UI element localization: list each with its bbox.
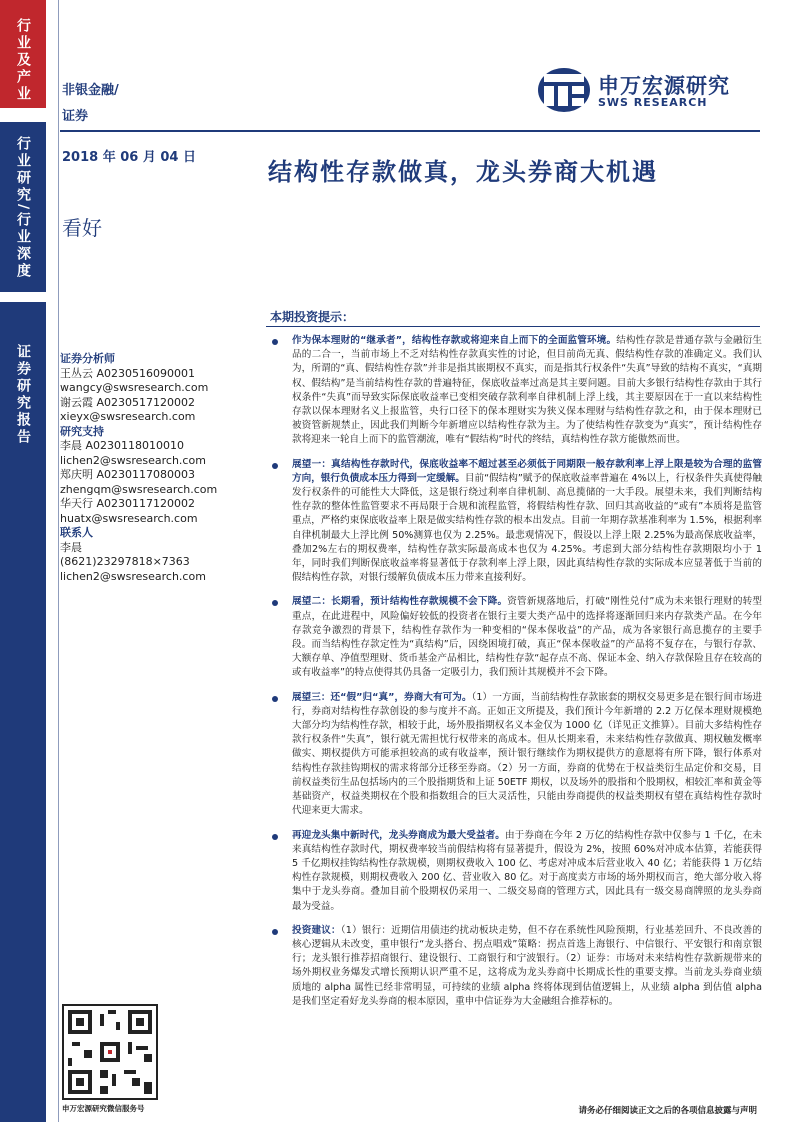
sector-category-line2: 证券: [62, 109, 89, 124]
highlights-heading: 本期投资提示：: [270, 310, 355, 324]
report-date: 2018 年 06 月 04 日: [62, 150, 196, 165]
logo-chinese-text: 申万宏源研究: [598, 74, 730, 98]
bullet-dot-icon: [272, 834, 278, 840]
analyst-label: 证券分析师: [60, 352, 115, 365]
contact-name: 李晨: [60, 540, 82, 554]
brand-logo: [536, 66, 756, 116]
sector-category-line1: 非银金融/: [62, 83, 119, 98]
bullet-dot-icon: [272, 339, 278, 345]
sidebar-report-label: 证券研究报告: [15, 344, 31, 446]
bullet-text: 由于券商在今年 2 万亿的结构性存款中仅参与 1 千亿，在未来真结构性存款时代，期权费率较当前假结构将有显著提升，假设为 2%，按照 60%对冲成本估算，若能获得 5 千亿期权挂钩结构性存款规模，则期权费收入 100 亿、考虑对冲成本后营业收入 40 亿；若能获得 1 万亿结构性存款规模，则期权费收入 200 亿、营业收入 80 亿。对于高度卖方市场的场外期权而言，绝大部分收入将集中于龙头券商。叠加目前个股期权仍采用一、二级交易商的管理方式，因此具有一级交易商牌照的龙头券商最为受益。: [292, 829, 762, 912]
sector-category: [62, 78, 119, 130]
highlight-bullet: [272, 691, 762, 819]
analyst-panel: [60, 352, 260, 584]
sidebar-report-type: 行业研究/行业深度: [15, 136, 31, 281]
qr-caption: 申万宏源研究微信服务号: [62, 1104, 145, 1113]
vertical-divider: [58, 0, 59, 1122]
support-name: 华天行 A0230117120002: [60, 497, 196, 510]
highlight-bullet: [272, 829, 762, 914]
highlight-bullet: [272, 458, 762, 586]
wechat-qr-code[interactable]: [62, 1004, 158, 1100]
contact-email[interactable]: lichen2@swsresearch.com: [60, 569, 206, 583]
bullet-dot-icon: [272, 600, 278, 606]
support-name: 李晨 A0230118010010: [60, 439, 185, 452]
bullet-text: 目前“假结构”赋予的保底收益率普遍在 4%以上，行权条件失真使得触发行权条件的可能性大大降低，这是银行绕过利率自律机制、高息揽储的一大手段。展望未来，我们判断结构性存款的整体性监管要求不再局限于合规和流程监管，将假结构性存款、回归其高收益的“或有”本质将是监管重点，严格约束保底收益率上限是做实结构性存款的根本出发点。目前一年期存款基准利率为 1.5%，根据利率自律机制最大上浮比例 50%测算也仅为 2.25%。最悲观情况下，假设以上浮上限 2.25%为最高保底收益率，叠加2%左右的期权费率，结构性存款实际最高成本也仅为 4.25%。考虑到大部分结构性存款期限均小于 1 年，同时我们判断保底收益率将显著低于存款利率上浮上限，因此真结构性存款的实际成本应显著低于当前的假结构性存款，对银行缓解负债成本压力带来直接利好。: [292, 472, 762, 584]
support-name: 郑庆明 A0230117080003: [60, 468, 196, 481]
sidebar-category-tag: 行业及产业: [15, 18, 31, 103]
bullet-lead: 再迎龙头集中新时代，龙头券商成为最大受益者。: [292, 829, 505, 841]
highlight-bullet: [272, 595, 762, 680]
logo-mark-icon: [536, 66, 592, 114]
bullet-text: 资管新规落地后，打破“刚性兑付”成为未来银行理财的转型重点，在此进程中，风险偏好较低的投资者在银行主要大类产品中的选择将逐渐回归来内存款类产品。在今年存款竞争激烈的背景下，结构性存款作为一种变相的“保本保收益”的产品，成为各家银行高息揽存的主要手段。而当结构性存款定性为“真结构”后，因绕困境打破，真正“保本保收益”的产品将不复存在，与银行存款、大额存单、净值型理财、货币基金产品相比，结构性存款“起存点不高、保证本金、纳入存款保险且存在较高的或有收益率”的特点使得其仍具备一定吸引力，我们预计其规模并不会下降。: [292, 596, 763, 679]
bullet-lead: 展望一：真结构性存款时代，保底收益率不超过甚至必须低于同期限一般存款利率上浮上限是较为合理的监管方向，银行负债成本压力得到一定缓解。: [292, 458, 762, 484]
highlights-list: [272, 334, 762, 1019]
disclaimer-footer: 请务必仔细阅读正文之后的各项信息披露与声明: [578, 1106, 757, 1116]
highlight-bullet: [272, 924, 762, 1009]
bullet-text: （1）一方面，当前结构性存款嵌套的期权交易更多是在银行间市场进行，券商对结构性存款创设的参与度并不高。正如正文所提及，我们预计今年新增的 2.2 万亿保本理财规模绝大部分均为结构性存款，相较于此，场外股指期权名义本金仅为 1000 亿（详见正文推算）。目前大多结构性存款行权条件“失真”，银行就无需担忧行权带来的高成本。但从长期来看，未来结构性存款做真、期权触发概率做实、期权提供方可能承担较高的或有收益率，预计银行继续作为期权提供方的意愿将有所下降，银行体系对结构性存款挂钩期权的需求将部分迁移至券商。（2）另一方面，券商的优势在于权益类衍生品定价和交易，目前权益类衍生品包括场内的三个股指期货和上证 50ETF 期权，以及场外的股指和个股期权，相较汇率和黄金等基础资产，权益类期权在个股和指数组合的巨大灵活性，只能由券商提供的权益类期权有望在真结构性存款时代迎来更大需求。: [292, 691, 762, 817]
highlight-bullet: [272, 334, 762, 448]
bullet-dot-icon: [272, 696, 278, 702]
bullet-text: 结构性存款是普通存款与金融衍生品的二合一，当前市场上不乏对结构性存款真实性的讨论，但目前尚无真、假结构性存款的准确定义。我们认为，所谓的“真、假结构性存款”并非是指其嵌期权不真实，而是指其行权条件“失真”导致的结构不真实，“真期权、假结构”是当前结构性存款的普遍特征，保底收益率过高是其主要问题。目前大多银行结构性存款由于其行权条件“失真”而导致实际保底收益率已变相突破存款利率自律机制上浮上线，其主要原因在于一直以来结构性存款以保本理财名义上报监管，央行口径下的保本理财实为狭义保本理财与结构性存款之和，由于保本理财已被资管新规禁止，因此我们判断今年新增应以结构性存款为主。为了使结构性存款变为“真实”，预计结构性存款将迎来一轮自上而下的监管潮流，唯有“假结构”时代的终结，真结构性存款方能傲然而世。: [292, 335, 762, 446]
logo-english-text: SWS RESEARCH: [598, 96, 708, 109]
support-email[interactable]: zhengqm@swsresearch.com: [60, 482, 218, 496]
support-email[interactable]: huatx@swsresearch.com: [60, 511, 198, 525]
bullet-text: （1）银行：近期信用债违约扰动板块走势，但不存在系统性风险预期，行业基差回升、不良改善的核心逻辑从未改变，重申银行“龙头搭台、拐点唱戏”策略：拐点首选上海银行、中信银行、平安银行和南京银行；龙头银行推荐招商银行、建设银行、工商银行和宁波银行。（2）证券：市场对未来结构性存款新规带来的场外期权业务爆发式增长预期认识严重不足，这将成为龙头券商中长期成长性的重要支撑。当前龙头券商业绩质地的 alpha 属性已经非常明显，可持续的业绩 alpha 终将体现到估值逻辑上，从业绩 alpha 到估值 alpha 是我们坚定看好龙头券商的根本原因，重申中信证券为大金融组合推荐标的。: [292, 924, 762, 1007]
rating: 看好: [62, 216, 102, 240]
analyst-name: 谢云霞 A0230517120002: [60, 395, 196, 409]
support-email[interactable]: lichen2@swsresearch.com: [60, 453, 206, 467]
report-title: 结构性存款做真，龙头券商大机遇: [268, 157, 658, 186]
bullet-lead: 投资建议：: [292, 924, 341, 936]
qr-code-icon: [64, 1006, 156, 1098]
header-divider: [60, 130, 760, 132]
highlights-divider: [266, 326, 760, 327]
analyst-name: 王丛云 A0230516090001: [60, 366, 196, 380]
support-label: 研究支持: [60, 424, 104, 438]
analyst-email[interactable]: wangcy@swsresearch.com: [60, 381, 209, 394]
analyst-email[interactable]: xieyx@swsresearch.com: [60, 410, 196, 423]
bullet-lead: 作为保本理财的“继承者”，结构性存款或将迎来自上而下的全面监管环境。: [292, 335, 617, 346]
bullet-dot-icon: [272, 463, 278, 469]
contact-label: 联系人: [60, 526, 93, 539]
bullet-lead: 展望二：长期看，预计结构性存款规模不会下降。: [292, 596, 508, 608]
bullet-dot-icon: [272, 929, 278, 935]
contact-phone: (8621)23297818×7363: [60, 555, 190, 568]
bullet-lead: 展望三：还“假”归“真”，券商大有可为。: [292, 691, 472, 703]
